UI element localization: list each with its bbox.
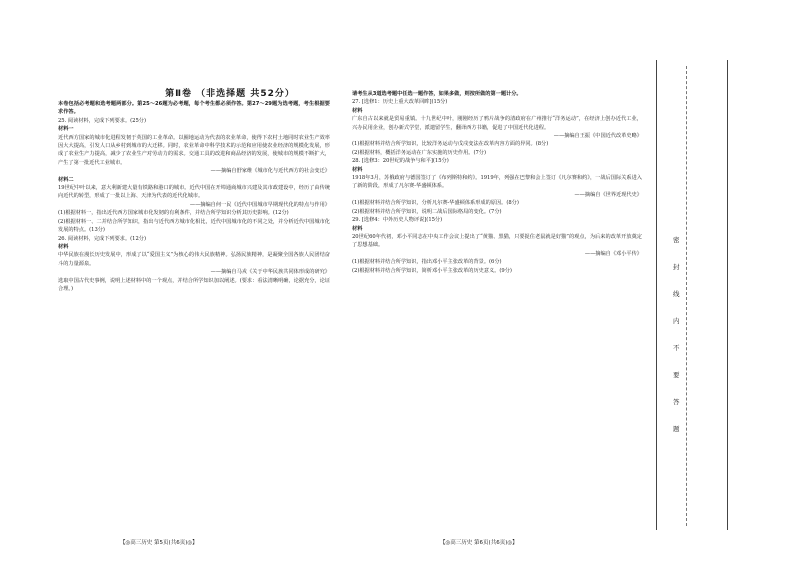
material-2-source: ——摘编自何一民《近代中国城市早期现代化的特点与作用》 <box>189 201 330 208</box>
q29-label: 材料 <box>352 225 363 232</box>
q26-text: 中华民族在漫长历史发展中，形成了以“爱国主义”为核心的伟大民族精神。弘扬民族精神，是凝聚全国各族人民团结奋斗的力量源泉。 <box>58 252 330 267</box>
seal-char: 答 <box>673 398 680 406</box>
elective-notice: 请考生从3道选考题中任选一题作答，如果多做，则按所做的第一题计分。 <box>352 91 522 97</box>
seal-char: 线 <box>673 290 680 298</box>
q28-part-1: (1)根据材料并结合所学知识，分析凡尔赛-华盛顿体系形成的原因。(8分) <box>352 200 519 207</box>
material-1-text: 近代西方国家的城市化进程发韧于英国的工业革命。以圈地运动为代表的农业革命，使得下农村土地同时农业生产效率因大大提高，引发人口从乡村到城市的大迁移。同时，农业革命中科学技术的示范和应用使农业经济的规模化发展，形成了农业生产力提高，减少了农业生产对劳动力的需求。交通工具的改进和商品经济的发展，使城市的规模不断扩大，产生了第一批近代工业城市。 <box>58 134 330 166</box>
seal-char: 题 <box>673 425 680 433</box>
right-footer: 【◎高三历史 第6页(共6页)◎】 <box>440 540 518 546</box>
q27-head: 27. [选修1：历史上重大改革回眸](15分) <box>352 99 448 106</box>
q28-source: ——摘编自《世界近现代史》 <box>574 191 642 198</box>
q29-source: ——摘编自《邓小平传》 <box>584 250 642 257</box>
section-title: 第Ⅱ卷 （非选择题 共52分） <box>165 89 295 99</box>
seal-char: 内 <box>673 317 680 325</box>
q27-part-2: (2)根据材料，概括洋务运动在广东实施的历史作用。(7分) <box>352 149 487 156</box>
material-2-text: 19世纪中叶以来，意大利新建大量有铁路和港口的城市。近代中国在开埠通商城市兴建及其市政建设中，经历了由传统向近代的转型，形成了一批以上海、天津为代表的近代化城市。 <box>58 185 330 200</box>
q27-text: 广东自古以来就是贸易重镇。十九世纪中叶，刚刚经历了鸦片战争的清政府在广州推行“洋务运动”，在经济上创办近代工业，兴办民用企业，创办新式学堂，派遣留学生，翻译西方书籍，促进了中国近代化进程。 <box>352 116 642 131</box>
left-footer: 【◎高三历史 第5页(共6页)◎】 <box>120 540 198 546</box>
seal-char: 要 <box>673 371 680 379</box>
q26-ask: 选取中国古代史事例，说明上述材料中的一个观点，并结合所学知识加以阐述。(要求：看法清晰明确，论据充分，论证合理。) <box>58 277 330 292</box>
q25-head: 25. 阅读材料，完成下列要求。(25分) <box>58 117 146 124</box>
seal-line <box>686 66 687 526</box>
seal-char: 封 <box>673 263 680 271</box>
q29-part-2: (2)根据材料并结合所学知识，简析邓小平主张改革的历史意义。(9分) <box>352 267 512 274</box>
q27-part-1: (1)根据材料并结合所学知识，比较洋务运动与戊戌变法在改革内容方面的异同。(8分) <box>352 141 549 148</box>
q26-source: ——摘编自马戎《关于中华民族共同体形成的研究》 <box>210 269 330 276</box>
q28-part-2: (2)根据材料并结合所学知识，说明二战后国际格局的变化。(7分) <box>352 208 502 215</box>
seal-char: 不 <box>673 344 680 352</box>
material-1-label: 材料一 <box>58 126 74 133</box>
q25-part-2: (2)根据材料一、二并结合所学知识，指出与近代西方城市化相比，近代中国城市化的不同之处，并分析近代中国城市化发展的特点。(13分) <box>58 218 330 234</box>
q27-label: 材料 <box>352 107 363 114</box>
material-2-label: 材料二 <box>58 176 74 183</box>
q27-source: ——摘编自王振《中国近代改革史略》 <box>553 133 642 140</box>
instructions: 本卷包括必考题和选考题两部分。第25～26题为必考题，每个考生都必须作答。第27～29题为选考题，考生根据要求作答。 <box>58 101 330 116</box>
q28-head: 28. [选修3：20世纪的战争与和平](15分) <box>352 158 449 165</box>
q29-head: 29. [选修4：中外历史人物评说](15分) <box>352 217 443 224</box>
q26-head: 26. 阅读材料，完成下列要求。(12分) <box>58 235 146 242</box>
q29-text: 20世纪60年代初，邓小平同志在中央工作会议上提出了“黄猫、黑猫，只要捉住老鼠就是好猫”的观点，为后来的改革开放奠定了思想基础。 <box>352 233 642 249</box>
seal-char: 密 <box>673 236 680 244</box>
q26-label: 材料 <box>58 243 69 250</box>
q28-label: 材料 <box>352 166 363 173</box>
material-1-source: ——摘编自舒家维《城市化与近代西方的社会变迁》 <box>210 168 330 175</box>
q29-part-1: (1)根据材料并结合所学知识，指出邓小平主张改革的背景。(6分) <box>352 259 502 266</box>
left-page <box>58 100 330 293</box>
binding-margin <box>656 60 728 530</box>
right-page <box>352 90 642 275</box>
q25-part-1: (1)根据材料一，指出近代西方国家城市化发韧的有利条件，并结合所学知识分析其历史影响。(12分) <box>58 210 289 217</box>
q28-text: 1918年3月，苏俄政府与德国签订了《布列斯特和约》。1919年，列强在巴黎和会上签订《凡尔赛和约》，一战后国际关系进入了新的阶段，形成了凡尔赛-华盛顿体系。 <box>352 175 642 190</box>
